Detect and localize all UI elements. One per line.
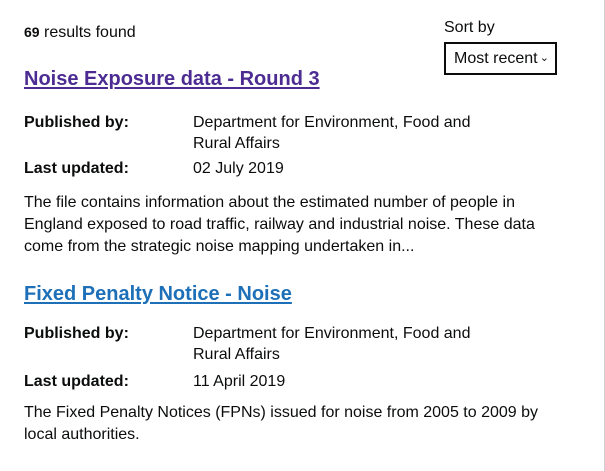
sort-selected-value: Most recent [454,50,538,67]
last-updated-row [24,158,584,179]
summary-line-3: come from the strategic noise mapping undertaken in... [24,238,415,255]
published-by-label: Published by: [24,114,129,131]
last-updated-row [24,371,584,392]
summary-line-1: The Fixed Penalty Notices (FPNs) issued for noise from 2005 to 2009 by [24,404,539,421]
summary-line-2: England exposed to road traffic, railway and industrial noise. These data [24,216,535,233]
published-by-row [24,112,584,156]
result-title-link[interactable]: Fixed Penalty Notice - Noise [24,283,292,305]
last-updated-value: 11 April 2019 [193,373,286,390]
published-by-value [193,112,493,154]
last-updated-label: Last updated: [24,373,129,390]
summary-line-1: The file contains information about the estimated number of people in [24,194,515,211]
published-by-row [24,323,584,367]
result-title-link[interactable]: Noise Exposure data - Round 3 [24,68,320,90]
results-count [24,22,136,43]
published-by-label: Published by: [24,325,129,342]
chevron-down-icon: ⌄ [539,52,549,64]
sort-label: Sort by [444,19,495,36]
results-count-text: results found [39,24,136,41]
last-updated-label: Last updated: [24,160,129,177]
summary-line-2: local authorities. [24,426,140,443]
result-item [24,281,584,443]
result-summary [24,192,584,258]
last-updated-value: 02 July 2019 [193,160,284,177]
publisher-line-2: Rural Affairs [193,135,280,152]
result-item [24,66,584,255]
publisher-line-1: Department for Environment, Food and [193,114,471,131]
result-summary [24,402,584,446]
publisher-line-1: Department for Environment, Food and [193,325,471,342]
results-count-number: 69 [24,24,40,40]
published-by-value [193,323,493,365]
publisher-line-2: Rural Affairs [193,346,280,363]
